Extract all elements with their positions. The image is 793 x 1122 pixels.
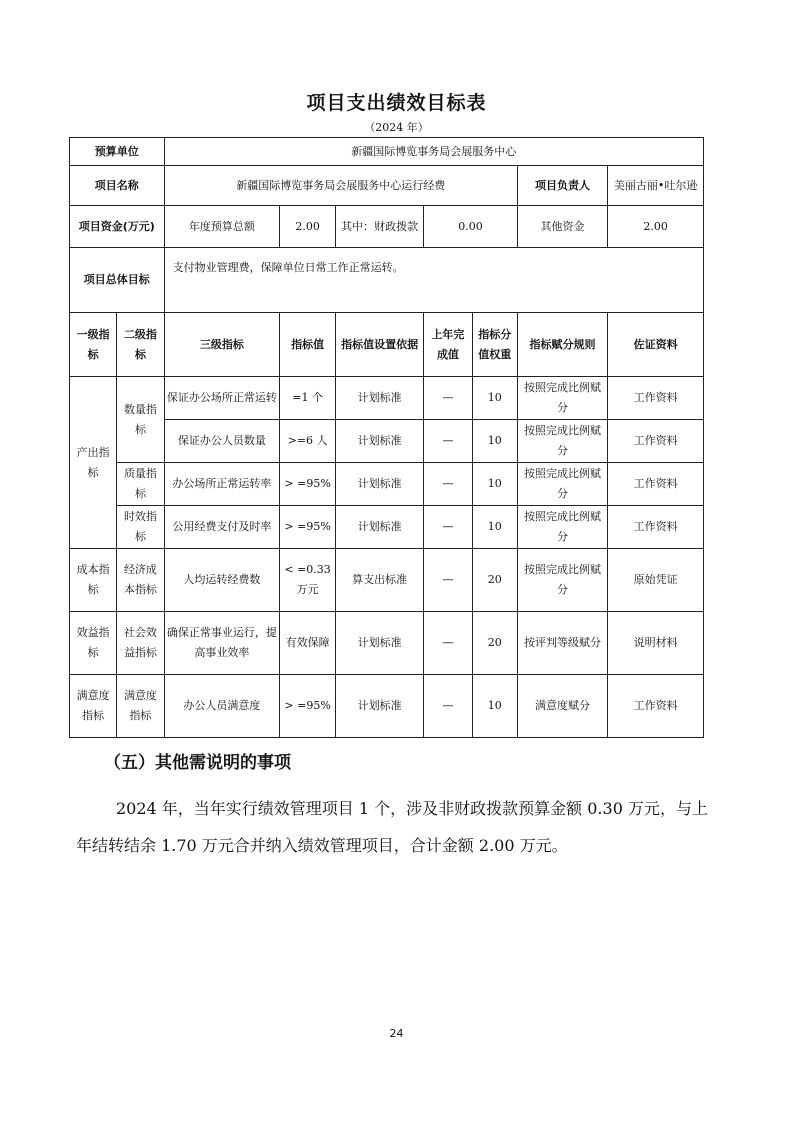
table-row-evidence: 工作资料 — [608, 506, 704, 549]
table-row-weight: 20 — [472, 612, 517, 675]
header-basis: 指标值设置依据 — [335, 313, 423, 377]
table-row-rule: 按照完成比例赋分 — [517, 377, 607, 420]
table-row-rule: 按照完成比例赋分 — [517, 506, 607, 549]
table-row-basis: 计划标准 — [335, 420, 423, 463]
table-row-l3: 确保正常事业运行，提高事业效率 — [164, 612, 280, 675]
header-level1: 一级指标 — [70, 313, 117, 377]
header-value: 指标值 — [280, 313, 336, 377]
level2-timeliness: 时效指标 — [117, 506, 164, 549]
level2-quality: 质量指标 — [117, 463, 164, 506]
table-row-rule: 按评判等级赋分 — [517, 612, 607, 675]
table-row-l3: 办公场所正常运转率 — [164, 463, 280, 506]
year-label: （2024 年） — [364, 121, 429, 134]
budget-unit-label: 预算单位 — [70, 138, 165, 166]
table-row-basis: 计划标准 — [335, 612, 423, 675]
project-leader-label: 项目负责人 — [517, 166, 607, 206]
page-title: 项目支出绩效目标表 — [306, 92, 487, 114]
table-row-weight: 10 — [472, 377, 517, 420]
table-row-rule: 按照完成比例赋分 — [517, 420, 607, 463]
table-row-weight: 10 — [472, 420, 517, 463]
project-name-label: 项目名称 — [70, 166, 165, 206]
performance-table-full — [69, 137, 704, 738]
budget-unit-value: 新疆国际博览事务局会展服务中心 — [164, 138, 703, 166]
table-row-value: > =95% — [280, 463, 336, 506]
table-row-basis: 计划标准 — [335, 377, 423, 420]
header-evidence: 佐证资料 — [608, 313, 704, 377]
other-funds-label: 其他资金 — [517, 206, 607, 248]
table-row-evidence: 工作资料 — [608, 420, 704, 463]
table-row-l3: 保证办公场所正常运转 — [164, 377, 280, 420]
table-row-rule: 按照完成比例赋分 — [517, 549, 607, 612]
table-row-value: 有效保障 — [280, 612, 336, 675]
project-leader-value: 美丽古丽•吐尔逊 — [608, 166, 704, 206]
table-row-weight: 20 — [472, 549, 517, 612]
level2-quantity: 数量指标 — [117, 377, 164, 463]
section-title: （五）其他需说明的事项 — [104, 753, 291, 773]
level1-satisfaction: 满意度指标 — [70, 675, 117, 738]
level2-social-benefit: 社会效益指标 — [117, 612, 164, 675]
level1-output: 产出指标 — [70, 377, 117, 549]
table-row-basis: 计划标准 — [335, 463, 423, 506]
level2-economic-cost: 经济成本指标 — [117, 549, 164, 612]
table-row-value: < =0.33 万元 — [280, 549, 336, 612]
level1-cost: 成本指标 — [70, 549, 117, 612]
funds-label: 项目资金(万元) — [70, 206, 165, 248]
level2-satisfaction: 满意度指标 — [117, 675, 164, 738]
annual-budget-value: 2.00 — [280, 206, 336, 248]
table-row-l3: 保证办公人员数量 — [164, 420, 280, 463]
page-number: 24 — [389, 1027, 404, 1040]
table-row-prev: — — [424, 549, 472, 612]
table-row-prev: — — [424, 612, 472, 675]
table-row-basis: 计划标准 — [335, 506, 423, 549]
table-row-basis: 计划标准 — [335, 675, 423, 738]
table-row-prev: — — [424, 506, 472, 549]
table-row-weight: 10 — [472, 675, 517, 738]
table-row-rule: 按照完成比例赋分 — [517, 463, 607, 506]
level1-benefit: 效益指标 — [70, 612, 117, 675]
table-row-basis: 算支出标准 — [335, 549, 423, 612]
table-row-evidence: 原始凭证 — [608, 549, 704, 612]
table-row-value: >=6 人 — [280, 420, 336, 463]
header-level3: 三级指标 — [164, 313, 280, 377]
table-row-evidence: 说明材料 — [608, 612, 704, 675]
header-level2: 二级指标 — [117, 313, 164, 377]
table-row-value: =1 个 — [280, 377, 336, 420]
table-row-prev: — — [424, 420, 472, 463]
table-row-evidence: 工作资料 — [608, 675, 704, 738]
fiscal-value: 0.00 — [424, 206, 518, 248]
table-row-weight: 10 — [472, 463, 517, 506]
goal-label: 项目总体目标 — [70, 248, 165, 313]
goal-value: 支付物业管理费，保障单位日常工作正常运转。 — [164, 248, 703, 313]
other-funds-value: 2.00 — [608, 206, 704, 248]
header-weight: 指标分值权重 — [472, 313, 517, 377]
table-row-value: > =95% — [280, 506, 336, 549]
table-row-prev: — — [424, 675, 472, 738]
table-row-l3: 公用经费支付及时率 — [164, 506, 280, 549]
table-row-value: > =95% — [280, 675, 336, 738]
project-name-value: 新疆国际博览事务局会展服务中心运行经费 — [164, 166, 517, 206]
header-rule: 指标赋分规则 — [517, 313, 607, 377]
table-row-weight: 10 — [472, 506, 517, 549]
table-row-l3: 办公人员满意度 — [164, 675, 280, 738]
table-row-l3: 人均运转经费数 — [164, 549, 280, 612]
table-row-evidence: 工作资料 — [608, 377, 704, 420]
table-row-rule: 满意度赋分 — [517, 675, 607, 738]
body-paragraph: 2024 年，当年实行绩效管理项目 1 个，涉及非财政拨款预算金额 0.30 万元，与上年结转结余 1.70 万元合并纳入绩效管理项目，合计金额 2.00 万元。 — [76, 799, 708, 855]
table-row-prev: — — [424, 377, 472, 420]
header-prev: 上年完成值 — [424, 313, 472, 377]
table-row-prev: — — [424, 463, 472, 506]
annual-budget-label: 年度预算总额 — [164, 206, 280, 248]
fiscal-label: 其中：财政拨款 — [335, 206, 423, 248]
table-row-evidence: 工作资料 — [608, 463, 704, 506]
